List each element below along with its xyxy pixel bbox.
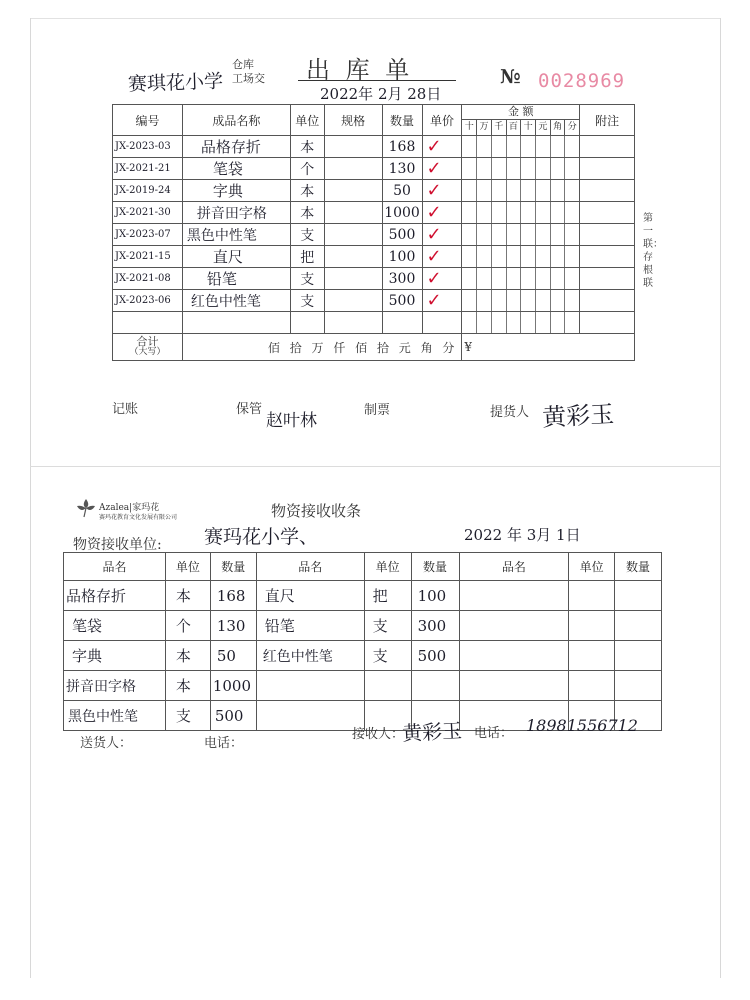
table-row: [64, 611, 662, 641]
row-amount: [462, 202, 580, 224]
row-spec: [324, 202, 382, 224]
cell: [411, 671, 459, 701]
row-check-mark: ✓: [422, 136, 462, 158]
company-logo: [74, 497, 98, 523]
upper-date-handwritten: 2022年 2月 28日: [320, 85, 442, 103]
row-name: 红色中性笔: [182, 290, 290, 312]
row-qty: 100: [382, 246, 422, 268]
footer-issuer-label: 制票: [364, 403, 391, 418]
row-unit: 个: [290, 158, 324, 180]
sender-phone-label: 电话：: [204, 736, 244, 751]
stamp-small-line1: 仓库: [232, 58, 254, 71]
title-underline: [298, 80, 456, 81]
cell: 本: [165, 581, 210, 611]
row-unit: 支: [290, 268, 324, 290]
keeper-signature: 赵叶林: [266, 411, 317, 431]
row-note: [580, 290, 635, 312]
row-code: JX-2023-03: [113, 136, 183, 158]
footer-picker-label: 提货人: [490, 405, 530, 420]
cell: [569, 641, 615, 671]
table-row: [64, 641, 662, 671]
row-check-mark: ✓: [422, 180, 462, 202]
cell: 个: [165, 611, 210, 641]
cell: 本: [165, 671, 210, 701]
row-note: [580, 268, 635, 290]
cell: [256, 671, 364, 701]
row-check-mark: ✓: [422, 268, 462, 290]
table-row: [113, 290, 635, 312]
row-code: JX-2021-15: [113, 246, 183, 268]
table-row: [113, 224, 635, 246]
header-amount: [462, 105, 580, 136]
row-note: [580, 136, 635, 158]
row-amount: [462, 180, 580, 202]
total-amount-words: 佰 拾 万 仟 佰 拾 元 角 分: [182, 334, 461, 361]
cell: 支: [364, 641, 411, 671]
logo-text: Azalea|家玛花: [99, 503, 160, 513]
cell: [256, 701, 364, 731]
cell: 300: [411, 611, 459, 641]
digit-label: 十: [520, 120, 535, 135]
row-unit: 本: [290, 180, 324, 202]
row-unit: 本: [290, 202, 324, 224]
cell: 168: [210, 581, 256, 611]
receipt-header-row: [64, 553, 662, 581]
row-note: [580, 224, 635, 246]
row-qty: 50: [382, 180, 422, 202]
lower-title: 物资接收收条: [271, 502, 362, 520]
header-unit: 单位: [165, 553, 210, 581]
row-name: 黑色中性笔: [182, 224, 290, 246]
row-amount: [462, 290, 580, 312]
row-qty: 130: [382, 158, 422, 180]
receipt-table: [63, 552, 662, 731]
cell: [364, 671, 411, 701]
cell: 字典: [64, 641, 166, 671]
row-note: [580, 158, 635, 180]
header-unit: 单位: [569, 553, 615, 581]
row-note: [580, 180, 635, 202]
cell: [615, 611, 662, 641]
row-unit: 本: [290, 136, 324, 158]
total-yen-sign: ¥: [462, 334, 635, 361]
paper-edge-left: [30, 18, 31, 978]
row-code: JX-2023-06: [113, 290, 183, 312]
header-note: 附注: [580, 105, 635, 136]
total-label-line1: 合计: [136, 335, 159, 348]
row-unit: 把: [290, 246, 324, 268]
row-name: 直尺: [182, 246, 290, 268]
row-spec: [324, 180, 382, 202]
cell: 品格存折: [64, 581, 166, 611]
total-label: [113, 334, 183, 361]
cell: 笔袋: [64, 611, 166, 641]
cell: [615, 671, 662, 701]
paper-edge-right: [720, 18, 721, 978]
cell: [615, 641, 662, 671]
cell: 130: [210, 611, 256, 641]
header-amount-digits: [462, 120, 579, 135]
header-qty: 数量: [210, 553, 256, 581]
row-check-mark: ✓: [422, 202, 462, 224]
table-row: [64, 581, 662, 611]
row-amount: [462, 268, 580, 290]
row-spec: [324, 158, 382, 180]
row-qty: 1000: [382, 202, 422, 224]
cell: 铅笔: [256, 611, 364, 641]
row-code: JX-2021-21: [113, 158, 183, 180]
total-label-line2: （大写）: [129, 347, 166, 357]
cell: [569, 581, 615, 611]
cell: 红色中性笔: [256, 641, 364, 671]
receiving-unit-label: 物资接收单位:: [73, 537, 162, 553]
cell: 支: [364, 611, 411, 641]
row-check-mark: ✓: [422, 246, 462, 268]
row-amount: [462, 158, 580, 180]
row-code: JX-2019-24: [113, 180, 183, 202]
row-check-mark: ✓: [422, 158, 462, 180]
header-code: 编号: [113, 105, 183, 136]
header-price: 单价: [422, 105, 462, 136]
row-spec: [324, 224, 382, 246]
digit-label: 万: [476, 120, 491, 135]
row-amount: [462, 224, 580, 246]
row-name: 铅笔: [182, 268, 290, 290]
row-qty: 500: [382, 224, 422, 246]
receiver-label: 接收人：: [352, 727, 405, 742]
receiver-phone-handwritten: 18981556712: [526, 716, 638, 735]
upper-title: 出 库 单: [306, 56, 414, 84]
table-row: [113, 158, 635, 180]
serial-number: 0028969: [538, 70, 626, 92]
cell: [459, 581, 569, 611]
row-unit: 支: [290, 224, 324, 246]
row-amount: [462, 136, 580, 158]
row-qty: 300: [382, 268, 422, 290]
receiver-signature: 黄彩玉: [401, 718, 463, 746]
header-unit: 单位: [364, 553, 411, 581]
digit-label: 百: [506, 120, 521, 135]
receiving-unit-handwritten: 赛玛花小学、: [204, 526, 319, 548]
table-row: [113, 136, 635, 158]
cell: [569, 671, 615, 701]
stamp-small-line2: 工场交: [232, 72, 265, 85]
number-prefix: №: [500, 66, 521, 88]
header-item-name: 品名: [64, 553, 166, 581]
cell: 50: [210, 641, 256, 671]
cell: 500: [210, 701, 256, 731]
flower-icon: [74, 497, 98, 519]
cell: [615, 581, 662, 611]
cell: 100: [411, 581, 459, 611]
row-code: JX-2021-30: [113, 202, 183, 224]
lower-date-handwritten: 2022 年 3月 1日: [464, 526, 581, 544]
row-spec: [324, 290, 382, 312]
table-row: [113, 246, 635, 268]
table-row: [113, 202, 635, 224]
row-note: [580, 246, 635, 268]
cell: [569, 611, 615, 641]
header-qty: 数量: [382, 105, 422, 136]
row-name: 字典: [182, 180, 290, 202]
row-qty: 168: [382, 136, 422, 158]
row-check-mark: ✓: [422, 290, 462, 312]
digit-label: 千: [491, 120, 506, 135]
header-unit: 单位: [290, 105, 324, 136]
header-item-name: 品名: [459, 553, 569, 581]
total-row: [113, 334, 635, 361]
cell: 1000: [210, 671, 256, 701]
cell: 本: [165, 641, 210, 671]
digit-label: 角: [550, 120, 565, 135]
digit-label: 元: [535, 120, 550, 135]
cell: [459, 641, 569, 671]
row-qty: 500: [382, 290, 422, 312]
header-item-name: 品名: [256, 553, 364, 581]
digit-label: 分: [564, 120, 579, 135]
cell: 直尺: [256, 581, 364, 611]
cell: 500: [411, 641, 459, 671]
cell: 把: [364, 581, 411, 611]
row-name: 笔袋: [182, 158, 290, 180]
cell: 支: [165, 701, 210, 731]
header-name: 成品名称: [182, 105, 290, 136]
row-spec: [324, 268, 382, 290]
cell: 拼音田字格: [64, 671, 166, 701]
paper-edge-top: [30, 18, 720, 19]
row-code: JX-2023-07: [113, 224, 183, 246]
row-note: [580, 202, 635, 224]
digit-label: 十: [464, 122, 474, 132]
side-copy-label: 第一联：存根联: [643, 213, 663, 289]
cell: [459, 671, 569, 701]
receiver-phone-label: 电话：: [474, 726, 514, 741]
picker-signature: 黄彩玉: [541, 400, 615, 432]
table-row-empty: [113, 312, 635, 334]
row-code: JX-2021-08: [113, 268, 183, 290]
row-name: 拼音田字格: [182, 202, 290, 224]
shipment-header-row: [113, 105, 635, 136]
paper-divider: [30, 466, 720, 467]
row-spec: [324, 246, 382, 268]
table-row: [113, 268, 635, 290]
table-row: [64, 671, 662, 701]
row-amount: [462, 246, 580, 268]
row-unit: 支: [290, 290, 324, 312]
row-name: 品格存折: [182, 136, 290, 158]
footer-account-label: 记账: [112, 402, 139, 417]
footer-keeper-label: 保管: [236, 402, 263, 417]
cell: [459, 611, 569, 641]
header-qty: 数量: [411, 553, 459, 581]
logo-subtext: 赛玛花教育文化发展有限公司: [99, 514, 178, 521]
sender-label: 送货人：: [80, 736, 133, 751]
row-check-mark: ✓: [422, 224, 462, 246]
cell: 黑色中性笔: [64, 701, 166, 731]
header-qty: 数量: [615, 553, 662, 581]
table-row: [113, 180, 635, 202]
row-spec: [324, 136, 382, 158]
upper-receiver-handwritten: 赛琪花小学: [127, 70, 224, 96]
shipment-table: [112, 104, 635, 361]
header-amount-label: 金 额: [462, 105, 579, 120]
header-spec: 规格: [324, 105, 382, 136]
